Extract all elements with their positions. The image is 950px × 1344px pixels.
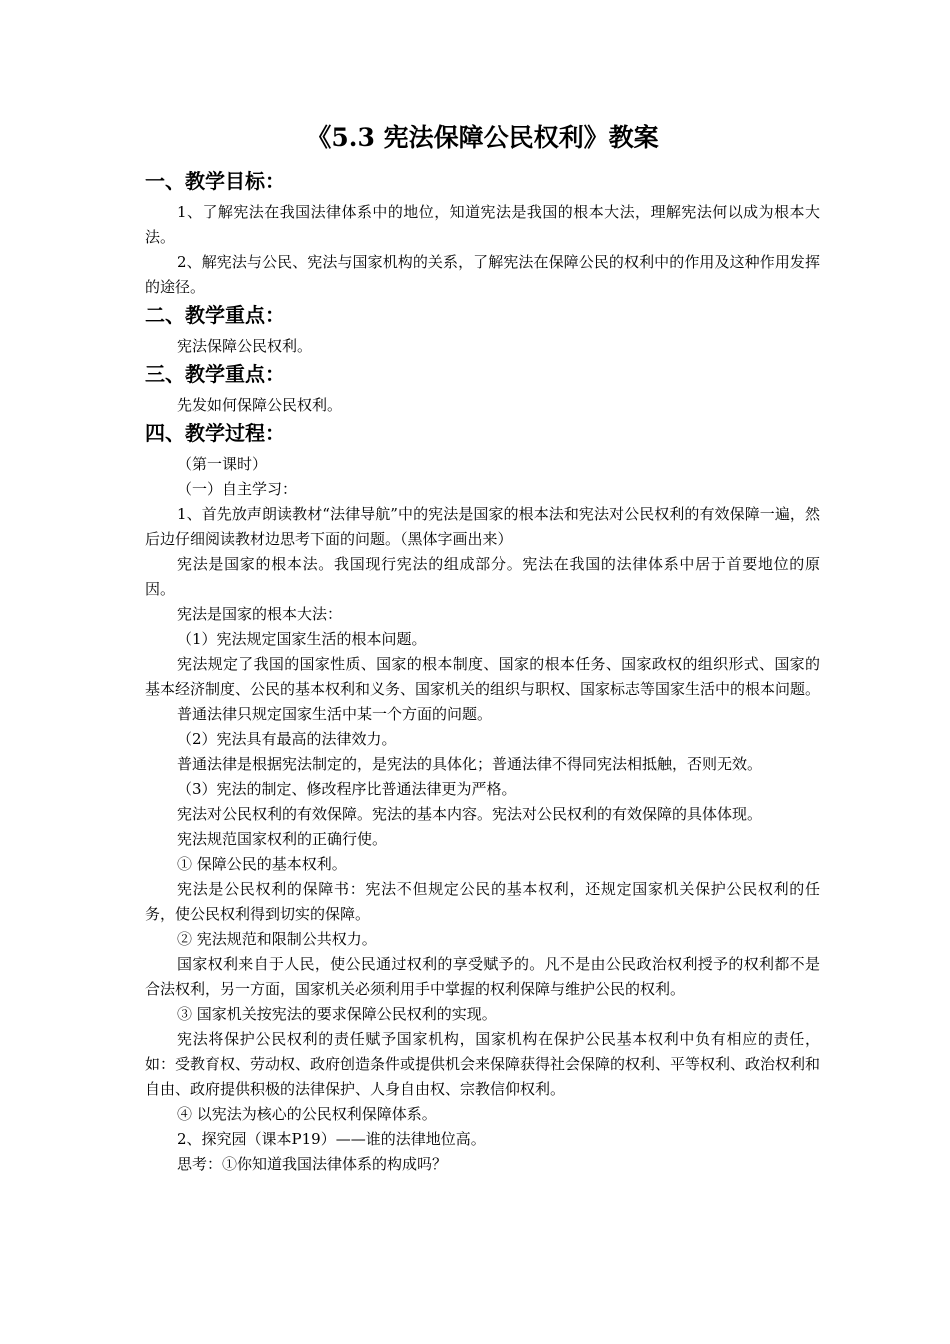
section-heading-objectives: 一、教学目标： xyxy=(145,169,285,193)
paragraph: 思考：①你知道我国法律体系的构成吗？ xyxy=(177,1155,448,1173)
paragraph: （2）宪法具有最高的法律效力。 xyxy=(177,730,397,748)
paragraph: 先发如何保障公民权利。 xyxy=(177,396,343,414)
paragraph: （3）宪法的制定、修改程序比普通法律更为严格。 xyxy=(177,780,517,798)
paragraph: ② 宪法规范和限制公共权力。 xyxy=(177,930,377,948)
document-title: 《5.3 宪法保障公民权利》教案 xyxy=(306,123,659,152)
paragraph: 1、了解宪法在我国法律体系中的地位，知道宪法是我国的根本大法，理解宪法何以成为根本大法。 xyxy=(145,203,820,246)
paragraph: 宪法是公民权利的保障书：宪法不但规定公民的基本权利，还规定国家机关保护公民权利的任务，使公民权利得到切实的保障。 xyxy=(145,880,820,923)
paragraph: 宪法是国家的根本大法： xyxy=(177,605,343,623)
section-heading-key-points: 二、教学重点： xyxy=(145,303,285,327)
paragraph: 普通法律只规定国家生活中某一个方面的问题。 xyxy=(177,705,493,723)
paragraph: 2、探究园（课本P19）——谁的法律地位高。 xyxy=(177,1130,486,1148)
section-heading-key-points-2: 三、教学重点： xyxy=(145,362,285,386)
paragraph: （1）宪法规定国家生活的根本问题。 xyxy=(177,630,427,648)
paragraph: 宪法是国家的根本法。我国现行宪法的组成部分。宪法在我国的法律体系中居于首要地位的原因。 xyxy=(145,555,820,598)
paragraph: ④ 以宪法为核心的公民权利保障体系。 xyxy=(177,1105,437,1123)
paragraph: ① 保障公民的基本权利。 xyxy=(177,855,347,873)
paragraph: 2、解宪法与公民、宪法与国家机构的关系，了解宪法在保障公民的权利中的作用及这种作用发挥的途径。 xyxy=(145,253,820,296)
paragraph: （第一课时） xyxy=(177,455,268,473)
paragraph: ③ 国家机关按宪法的要求保障公民权利的实现。 xyxy=(177,1005,497,1023)
paragraph: 1、首先放声朗读教材“法律导航”中的宪法是国家的根本法和宪法对公民权利的有效保障一遍，然后边仔细阅读教材边思考下面的问题。（黑体字画出来） xyxy=(145,505,820,548)
section-heading-process: 四、教学过程： xyxy=(145,421,285,445)
paragraph: 宪法规定了我国的国家性质、国家的根本制度、国家的根本任务、国家政权的组织形式、国家的基本经济制度、公民的基本权利和义务、国家机关的组织与职权、国家标志等国家生活中的根本问题。 xyxy=(145,655,821,698)
paragraph: 宪法规范国家权利的正确行使。 xyxy=(177,830,388,848)
paragraph: （一）自主学习： xyxy=(177,480,298,498)
paragraph: 普通法律是根据宪法制定的，是宪法的具体化；普通法律不得同宪法相抵触，否则无效。 xyxy=(177,755,763,773)
paragraph: 国家权利来自于人民，使公民通过权利的享受赋予的。凡不是由公民政治权利授予的权利都不是合法权利，另一方面，国家机关必须利用手中掌握的权利保障与维护公民的权利。 xyxy=(145,955,820,998)
paragraph: 宪法对公民权利的有效保障。宪法的基本内容。宪法对公民权利的有效保障的具体体现。 xyxy=(177,805,763,823)
paragraph: 宪法将保护公民权利的责任赋予国家机构，国家机构在保护公民基本权利中负有相应的责任，如：受教育权、劳动权、政府创造条件或提供机会来保障获得社会保障的权利、平等权利、政治权利和自由、政府提供积极的法律保护、人身自由权、宗教信仰权利。 xyxy=(145,1030,821,1098)
paragraph: 宪法保障公民权利。 xyxy=(177,337,313,355)
